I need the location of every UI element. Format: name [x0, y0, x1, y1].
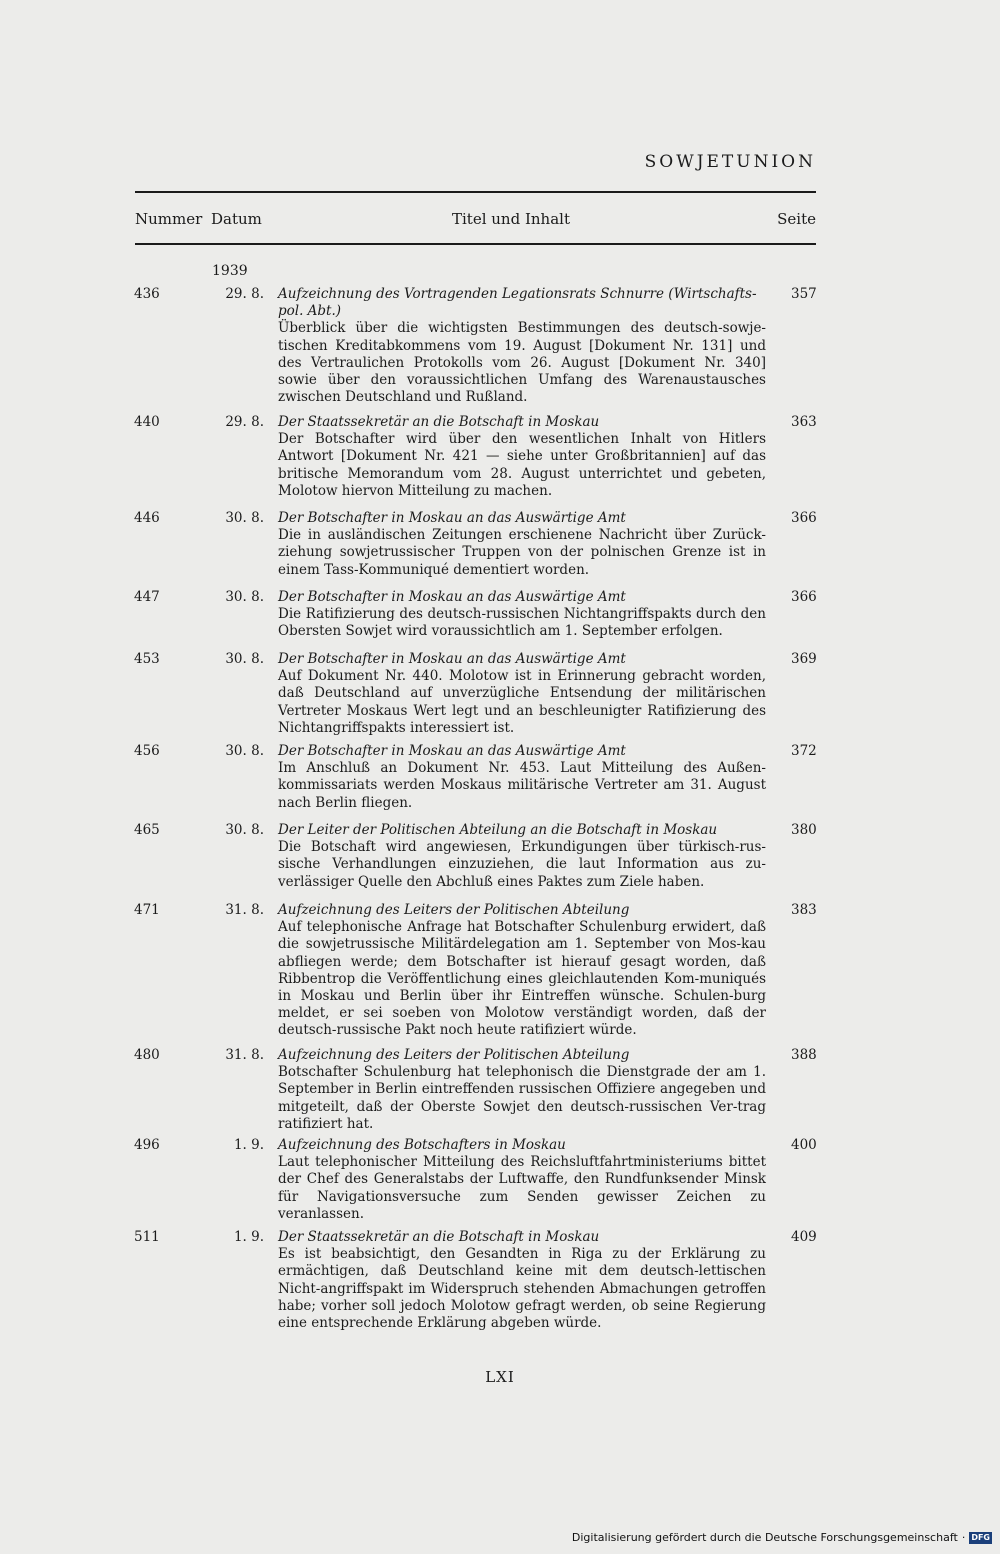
entry-description: Die Ratifizierung des deutsch-russischen Nichtangriffspakts durch den Obersten Sowjet wird voraussichtlich am 1. September erfolgen.: [278, 606, 766, 640]
entry-title: Aufzeichnung des Vortragenden Legationsrats Schnurre (Wirtschafts-pol. Abt.): [278, 286, 757, 320]
entry-number: 446: [134, 510, 160, 526]
entry-title: Aufzeichnung des Leiters der Politischen Abteilung: [278, 902, 630, 918]
entry-body: [278, 651, 766, 737]
entry-date: 30. 8.: [225, 822, 264, 838]
entry-date: 30. 8.: [225, 743, 264, 759]
entry-body: [278, 902, 766, 1040]
dfg-logo-icon: DFG: [971, 1532, 990, 1542]
entry-number: 440: [134, 414, 160, 430]
entry-page: 357: [791, 286, 817, 302]
entry-body: [278, 822, 766, 891]
entry-page: 388: [791, 1047, 817, 1063]
entry-date: 30. 8.: [225, 651, 264, 667]
entry-number: 456: [134, 743, 160, 759]
entry-number: 465: [134, 822, 160, 838]
entry-date: 1. 9.: [233, 1229, 264, 1245]
entry-title: Aufzeichnung des Leiters der Politischen Abteilung: [278, 1047, 630, 1063]
entry-body: [278, 743, 766, 812]
entry-description: Botschafter Schulenburg hat telephonisch die Dienstgrade der am 1. September in Berlin eintreffenden russischen Offiziere angegeben und mitgeteilt, daß der Oberste Sowjet den deutsch-russischen Ver-trag ratifiziert hat.: [278, 1064, 766, 1132]
header-rule: [135, 243, 816, 245]
entry-body: [278, 1229, 766, 1332]
entry-number: 453: [134, 651, 160, 667]
entry-body: [278, 414, 766, 500]
entry-body: [278, 589, 766, 641]
column-header-datum: Datum: [211, 210, 262, 228]
entry-date: 31. 8.: [225, 1047, 264, 1063]
entry-body: [278, 1047, 766, 1133]
entry-body: [278, 510, 766, 579]
entry-page: 400: [791, 1137, 817, 1153]
running-header: SOWJETUNION: [644, 152, 816, 172]
entry-date: 30. 8.: [225, 510, 264, 526]
entry-page: 383: [791, 902, 817, 918]
column-header-seite: Seite: [777, 210, 816, 228]
credit-text: Digitalisierung gefördert durch die Deutsche Forschungsgemeinschaft: [571, 1531, 958, 1544]
entry-title: Der Botschafter in Moskau an das Auswärtige Amt: [278, 651, 626, 667]
entry-date: 30. 8.: [225, 589, 264, 605]
entry-title: Der Botschafter in Moskau an das Auswärtige Amt: [278, 589, 626, 605]
entry-number: 496: [134, 1137, 160, 1153]
entry-body: [278, 286, 766, 406]
column-header-nummer: Nummer: [135, 210, 203, 228]
entry-title: Der Leiter der Politischen Abteilung an die Botschaft in Moskau: [278, 822, 718, 838]
entry-page: 372: [791, 743, 817, 759]
entry-title: Der Staatssekretär an die Botschaft in Moskau: [278, 414, 600, 430]
entry-description: Auf telephonische Anfrage hat Botschafter Schulenburg erwidert, daß die sowjetrussische Militärdelegation am 1. September von Mos-kau abfliegen werde; dem Botschafter ist hierauf gesagt worden, daß Ribbentrop die Veröffentlichung eines gleichlautenden Kom-muniqués in Moskau und Berlin über ihr Eintreffen wünsche. Schulen-burg meldet, er sei soeben von Molotow verständigt worden, daß der deutsch-russische Pakt noch heute ratifiziert würde.: [278, 919, 766, 1039]
entry-date: 29. 8.: [225, 286, 264, 302]
entry-number: 471: [134, 902, 160, 918]
entry-page: 409: [791, 1229, 817, 1245]
entry-title: Aufzeichnung des Botschafters in Moskau: [278, 1137, 566, 1153]
entry-page: 380: [791, 822, 817, 838]
digitization-credit: Digitalisierung gefördert durch die Deutsche Forschungsgemeinschaft · DFG: [571, 1531, 990, 1544]
entry-page: 366: [791, 510, 817, 526]
entry-description: Laut telephonischer Mitteilung des Reichsluftfahrtministeriums bittet der Chef des Generalstabs der Luftwaffe, den Rundfunksender Minsk für Navigationsversuche zum Senden gewisser Zeichen zu veranlassen.: [278, 1154, 766, 1222]
entry-title: Der Botschafter in Moskau an das Auswärtige Amt: [278, 510, 626, 526]
entry-page: 369: [791, 651, 817, 667]
year-label: 1939: [212, 263, 248, 279]
entry-number: 511: [134, 1229, 160, 1245]
top-rule: [135, 191, 816, 193]
page-number: LXI: [485, 1368, 515, 1386]
entry-date: 29. 8.: [225, 414, 264, 430]
entry-description: Die in ausländischen Zeitungen erschienene Nachricht über Zurück-ziehung sowjetrussischer Truppen von der polnischen Grenze ist in einem Tass-Kommuniqué dementiert worden.: [278, 527, 766, 578]
entry-title: Der Botschafter in Moskau an das Auswärtige Amt: [278, 743, 626, 759]
entry-page: 366: [791, 589, 817, 605]
entry-number: 480: [134, 1047, 160, 1063]
entry-description: Überblick über die wichtigsten Bestimmungen des deutsch-sowje-tischen Kreditabkommens vom 19. August [Dokument Nr. 131] und des Vertraulichen Protokolls vom 26. August [Dokument Nr. 340] sowie über den voraussichtlichen Umfang des Warenaustausches zwischen Deutschland und Rußland.: [278, 320, 766, 406]
entry-description: Im Anschluß an Dokument Nr. 453. Laut Mitteilung des Außen-kommissariats werden Moskaus militärische Vertreter am 31. August nach Berlin fliegen.: [278, 760, 766, 811]
entry-description: Auf Dokument Nr. 440. Molotow ist in Erinnerung gebracht worden, daß Deutschland auf unverzügliche Entsendung der militärischen Vertreter Moskaus Wert legt und an beschleunigter Ratifizierung des Nichtangriffspakts interessiert ist.: [278, 668, 766, 736]
entry-body: [278, 1137, 766, 1223]
entry-date: 31. 8.: [225, 902, 264, 918]
column-header-titel: Titel und Inhalt: [452, 210, 570, 228]
entry-title: Der Staatssekretär an die Botschaft in Moskau: [278, 1229, 600, 1245]
entry-description: Die Botschaft wird angewiesen, Erkundigungen über türkisch-rus-sische Verhandlungen einzuziehen, die laut Information aus zu-verlässiger Quelle den Abchluß eines Paktes zum Ziele haben.: [278, 839, 766, 890]
entry-page: 363: [791, 414, 817, 430]
entry-number: 447: [134, 589, 160, 605]
entry-description: Der Botschafter wird über den wesentlichen Inhalt von Hitlers Antwort [Dokument Nr. 421 — siehe unter Großbritannien] auf das britische Memorandum vom 28. August unterrichtet und gebeten, Molotow hiervon Mitteilung zu machen.: [278, 431, 766, 499]
entry-number: 436: [134, 286, 160, 302]
entry-date: 1. 9.: [233, 1137, 264, 1153]
entry-description: Es ist beabsichtigt, den Gesandten in Riga zu der Erklärung zu ermächtigen, daß Deutschland keine mit dem deutsch-lettischen Nicht-angriffspakt im Widerspruch stehenden Abmachungen getroffen habe; vorher soll jedoch Molotow gefragt werden, ob seine Regierung eine entsprechende Erklärung abgeben würde.: [278, 1246, 766, 1332]
